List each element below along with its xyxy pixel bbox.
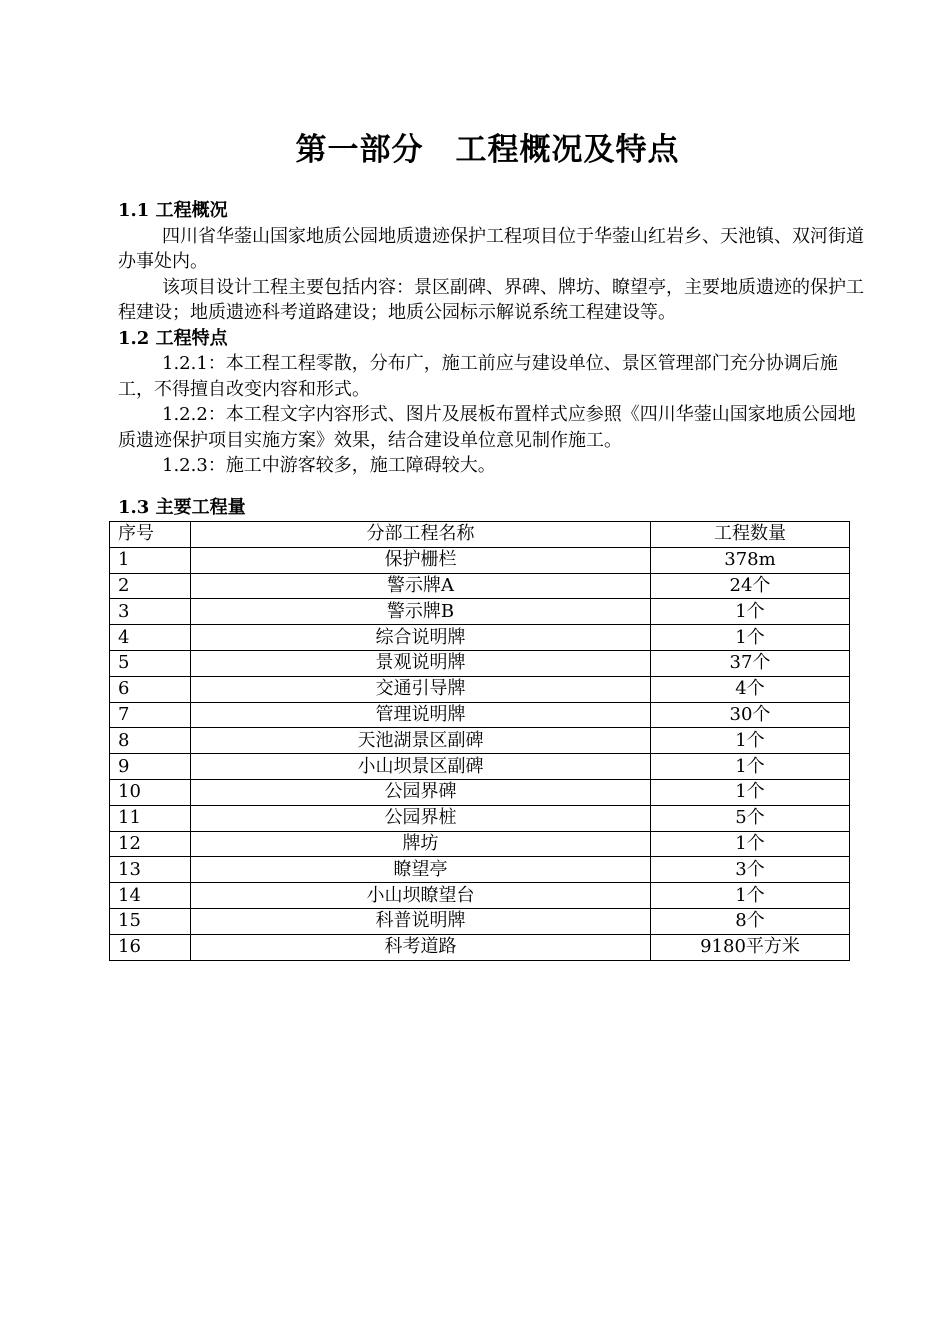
item-quantity: 1个 [651, 831, 850, 857]
item-quantity: 4个 [651, 676, 850, 702]
row-number: 13 [110, 857, 191, 883]
quantities-table [109, 521, 850, 961]
row-number: 12 [110, 831, 191, 857]
item-name: 公园界桩 [191, 805, 651, 831]
item-quantity: 5个 [651, 805, 850, 831]
item-name: 景观说明牌 [191, 650, 651, 676]
section-heading-features: 1.2 工程特点 [118, 327, 228, 349]
overview-paragraph-scope: 该项目设计工程主要包括内容：景区副碑、界碑、牌坊、瞭望亭，主要地质遗迹的保护工程建设；地质遗迹科考道路建设；地质公园标示解说系统工程建设等。 [118, 276, 864, 323]
section-heading-quantities: 1.3 主要工程量 [118, 497, 246, 518]
item-name: 交通引导牌 [191, 676, 651, 702]
table-row [110, 805, 850, 831]
item-quantity: 9180平方米 [651, 934, 850, 960]
item-name: 科普说明牌 [191, 908, 651, 934]
row-number: 9 [110, 754, 191, 780]
row-number: 14 [110, 883, 191, 909]
item-quantity: 1个 [651, 625, 850, 651]
feature-paragraph-2: 1.2.2：本工程文字内容形式、图片及展板布置样式应参照《四川华蓥山国家地质公园地质遗迹保护项目实施方案》效果，结合建设单位意见制作施工。 [118, 404, 856, 451]
item-name: 瞭望亭 [191, 857, 651, 883]
row-number: 2 [110, 573, 191, 599]
table-row [110, 831, 850, 857]
table-row [110, 908, 850, 934]
item-quantity: 1个 [651, 754, 850, 780]
table-row [110, 625, 850, 651]
table-header-row [110, 522, 850, 548]
row-number: 11 [110, 805, 191, 831]
table-row [110, 702, 850, 728]
column-header-name: 分部工程名称 [191, 522, 651, 548]
item-name: 公园界碑 [191, 779, 651, 805]
table-row [110, 547, 850, 573]
section-heading-overview: 1.1 工程概况 [118, 200, 228, 221]
row-number: 6 [110, 676, 191, 702]
page-title: 第一部分 工程概况及特点 [295, 132, 680, 168]
table-row [110, 779, 850, 805]
item-quantity: 1个 [651, 599, 850, 625]
feature-paragraph-1: 1.2.1：本工程工程零散，分布广，施工前应与建设单位、景区管理部门充分协调后施工，不得擅自改变内容和形式。 [118, 353, 838, 400]
item-name: 综合说明牌 [191, 625, 651, 651]
item-quantity: 8个 [651, 908, 850, 934]
item-name: 管理说明牌 [191, 702, 651, 728]
item-name: 小山坝瞭望台 [191, 883, 651, 909]
row-number: 15 [110, 908, 191, 934]
table-row [110, 599, 850, 625]
item-quantity: 1个 [651, 883, 850, 909]
row-number: 10 [110, 779, 191, 805]
item-quantity: 30个 [651, 702, 850, 728]
table-row [110, 754, 850, 780]
item-name: 天池湖景区副碑 [191, 728, 651, 754]
feature-paragraph-3: 1.2.3：施工中游客较多，施工障碍较大。 [162, 455, 496, 476]
table-row [110, 883, 850, 909]
table-row [110, 650, 850, 676]
item-name: 小山坝景区副碑 [191, 754, 651, 780]
item-quantity: 24个 [651, 573, 850, 599]
item-quantity: 1个 [651, 779, 850, 805]
column-header-number: 序号 [110, 522, 191, 548]
item-name: 牌坊 [191, 831, 651, 857]
row-number: 16 [110, 934, 191, 960]
row-number: 4 [110, 625, 191, 651]
item-quantity: 3个 [651, 857, 850, 883]
document-body [118, 198, 866, 479]
item-name: 警示牌A [191, 573, 651, 599]
table-row [110, 857, 850, 883]
table-row [110, 728, 850, 754]
row-number: 7 [110, 702, 191, 728]
item-name: 保护栅栏 [191, 547, 651, 573]
overview-paragraph-location: 四川省华蓥山国家地质公园地质遗迹保护工程项目位于华蓥山红岩乡、天池镇、双河街道办事处内。 [118, 225, 864, 272]
table-row [110, 573, 850, 599]
row-number: 1 [110, 547, 191, 573]
item-name: 科考道路 [191, 934, 651, 960]
item-quantity: 1个 [651, 728, 850, 754]
item-name: 警示牌B [191, 599, 651, 625]
column-header-quantity: 工程数量 [651, 522, 850, 548]
table-row [110, 934, 850, 960]
row-number: 5 [110, 650, 191, 676]
quantities-table-body [110, 547, 850, 960]
item-quantity: 378m [651, 547, 850, 573]
table-row [110, 676, 850, 702]
row-number: 8 [110, 728, 191, 754]
row-number: 3 [110, 599, 191, 625]
item-quantity: 37个 [651, 650, 850, 676]
